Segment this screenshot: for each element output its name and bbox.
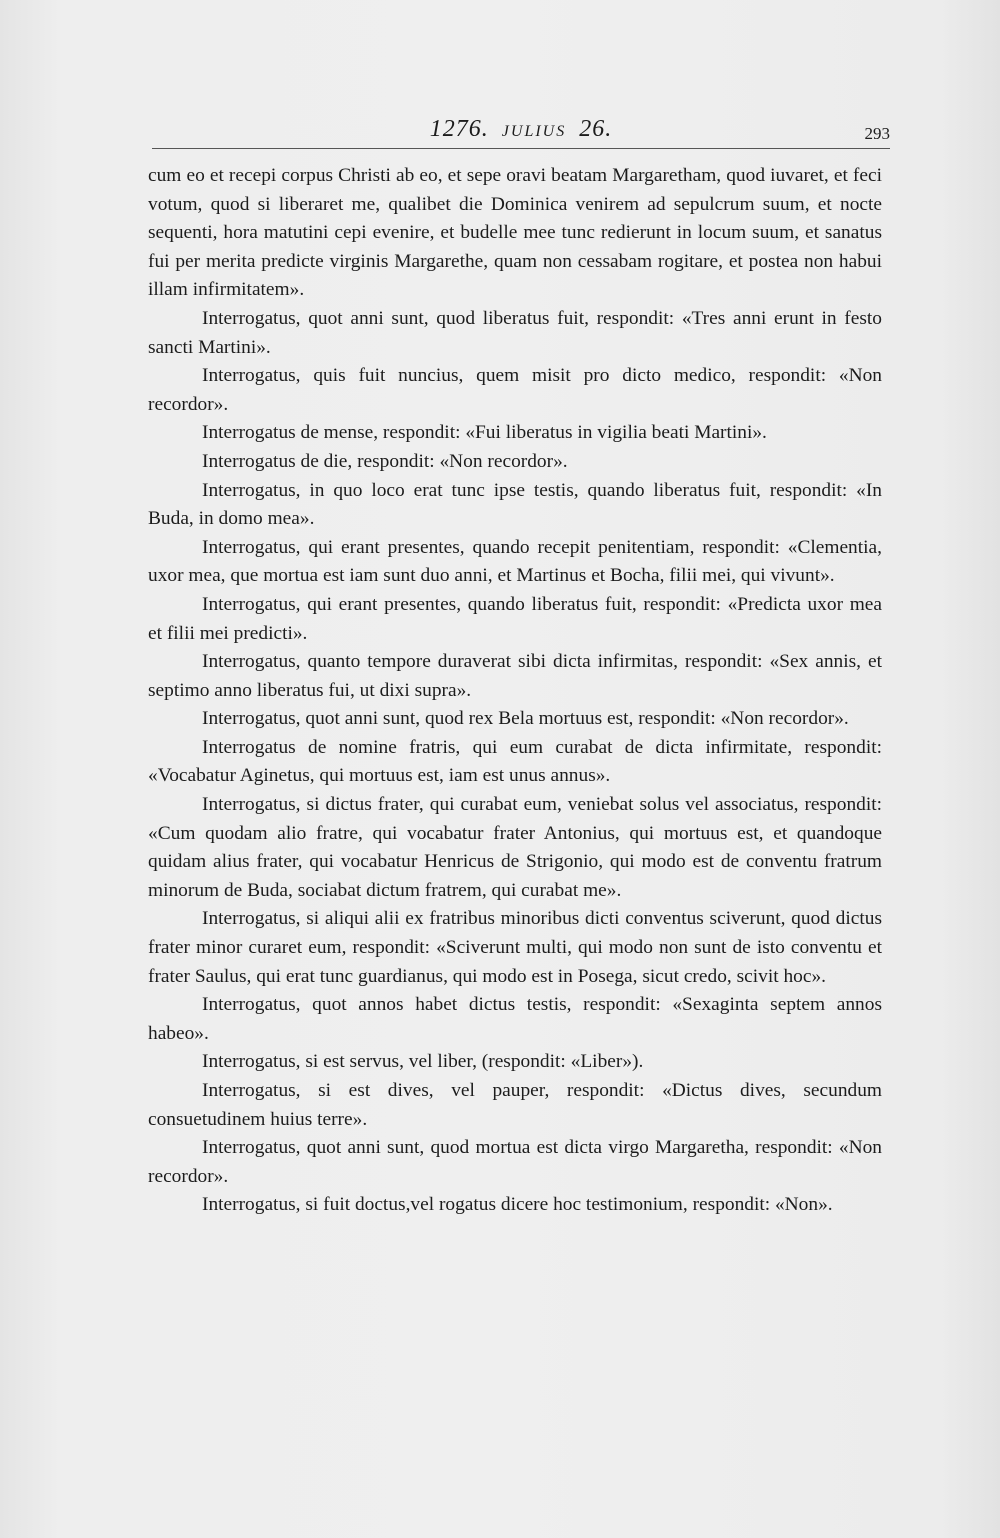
paragraph: Interrogatus, quis fuit nuncius, quem misit pro dicto medico, respondit: «Non recordor». <box>148 365 882 415</box>
paragraph: Interrogatus, si dictus frater, qui curabat eum, veniebat solus vel associatus, respondit: «Cum quodam alio fratre, qui vocabatur frater Antonius, qui mortuus est, et quandoque quidam alius frater, qui vocabatur Henricus de Strigonio, qui modo est de conventu fratrum minorum de Buda, sociabat dictum fratrem, qui curabat me». <box>148 794 882 901</box>
paragraph: Interrogatus, si est servus, vel liber, (respondit: «Liber»). <box>202 1051 644 1073</box>
paragraph: Interrogatus, si fuit doctus,vel rogatus dicere hoc testimonium, respondit: «Non». <box>202 1194 833 1216</box>
paragraph: Interrogatus, quanto tempore duraverat sibi dicta infirmitas, respondit: «Sex annis, et septimo anno liberatus fui, ut dixi supra». <box>148 651 882 701</box>
paragraph: Interrogatus, quot anni sunt, quod mortua est dicta virgo Margaretha, respondit: «Non recordor». <box>148 1137 882 1187</box>
paragraph: Interrogatus, si aliqui alii ex fratribus minoribus dicti conventus sciverunt, quod dictus frater minor curaret eum, respondit: «Sciverunt multi, qui modo non sunt de isto conventu et frater Saulus, qui erat tunc guardianus, qui modo est in Posega, sicut credo, scivit hoc». <box>148 908 882 987</box>
paragraph: Interrogatus de nomine fratris, qui eum curabat de dicta infirmitate, respondit: «Vocabatur Aginetus, qui mortuus est, iam est unus annus». <box>148 736 882 787</box>
body-text <box>148 162 882 1220</box>
paragraph: Interrogatus de die, respondit: «Non recordor». <box>202 450 568 472</box>
paragraph: Interrogatus de mense, respondit: «Fui liberatus in vigilia beati Martini». <box>202 422 767 444</box>
running-title <box>152 116 890 143</box>
paragraph: Interrogatus, qui erant presentes, quando liberatus fuit, respondit: «Predicta uxor mea et filii mei predicti». <box>148 593 882 644</box>
page-number: 293 <box>864 124 890 143</box>
header-month: JULIUS <box>501 123 567 140</box>
paragraph: Interrogatus, quot annos habet dictus testis, respondit: «Sexaginta septem annos habeo». <box>148 994 882 1044</box>
running-header <box>152 108 890 149</box>
header-day: 26. <box>579 116 613 142</box>
paragraph: Interrogatus, quot anni sunt, quod liberatus fuit, respondit: «Tres anni erunt in festo sancti Martini». <box>148 307 882 358</box>
paragraph: Interrogatus, in quo loco erat tunc ipse testis, quando liberatus fuit, respondit: «In Buda, in domo mea». <box>148 479 882 530</box>
paragraph: Interrogatus, si est dives, vel pauper, respondit: «Dictus dives, secundum consuetudinem huius terre». <box>148 1080 882 1130</box>
paragraph: Interrogatus, qui erant presentes, quando recepit penitentiam, respondit: «Clementia, uxor mea, que mortua est iam sunt duo anni, et Martinus et Bocha, filii mei, qui vivunt». <box>148 536 882 587</box>
paragraph-continuation: cum eo et recepi corpus Christi ab eo, et sepe oravi beatam Margaretham, quod iuvaret, et feci votum, quod si liberaret me, qualibet die Dominica venirem ad sepulcrum suum, et nocte sequenti, hora matutini cepi evenire, et budelle mee tunc redierunt in locum suum, et sanatus fui per merita predicte virginis Margarethe, quam non cessabam rogitare, et postea non habui illam infirmitatem». <box>148 165 882 301</box>
paragraph: Interrogatus, quot anni sunt, quod rex Bela mortuus est, respondit: «Non recordor». <box>202 708 849 730</box>
header-year: 1276. <box>429 116 489 142</box>
